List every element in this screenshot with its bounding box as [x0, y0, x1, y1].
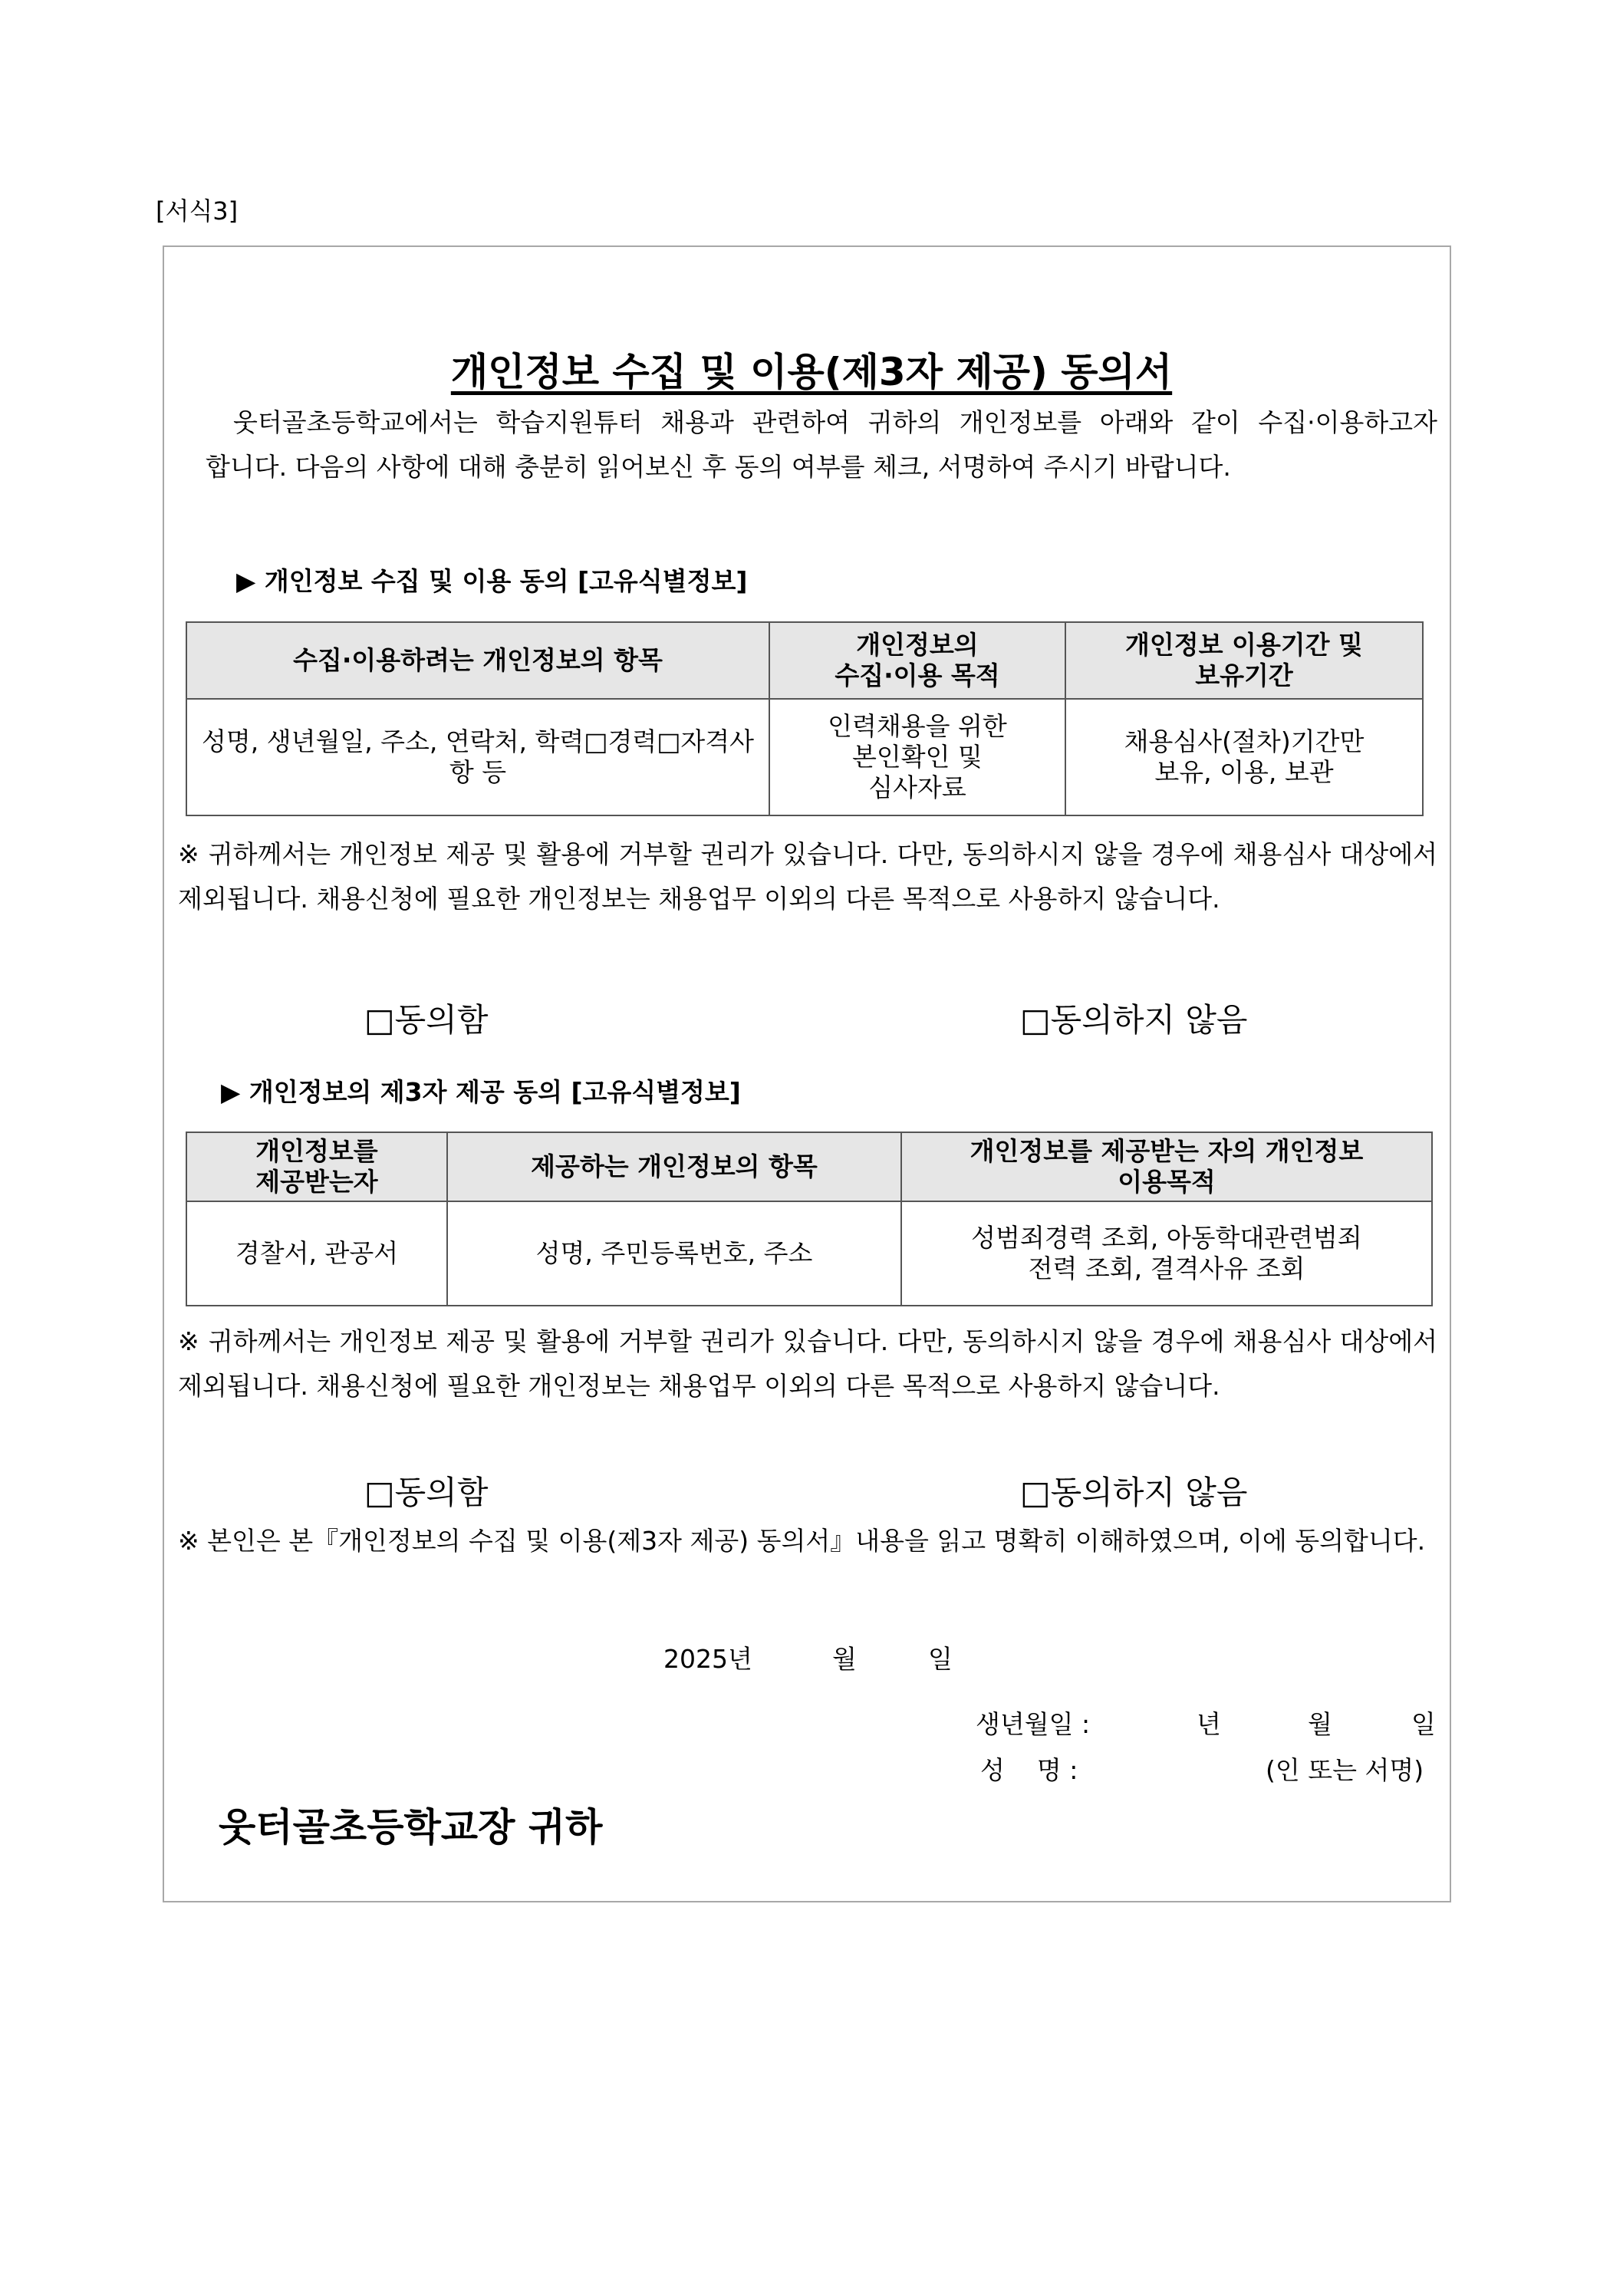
collection-cell-period: 채용심사(절차)기간만 보유, 이용, 보관 [1065, 699, 1423, 815]
section2-agree-checkbox[interactable]: □동의함 [364, 1474, 489, 1511]
recipient: 웃터골초등학교장 귀하 [219, 1805, 603, 1850]
birth-month-unit: 월 [1308, 1709, 1332, 1739]
collection-header-items: 수집·이용하려는 개인정보의 항목 [186, 622, 769, 699]
section2-disagree-checkbox[interactable]: □동의하지 않음 [1020, 1474, 1248, 1511]
third-party-header-purpose: 개인정보를 제공받는 자의 개인정보 이용목적 [901, 1132, 1432, 1201]
section1-disagree-checkbox[interactable]: □동의하지 않음 [1020, 1001, 1248, 1039]
third-party-header-recipient: 개인정보를 제공받는자 [186, 1132, 447, 1201]
birth-year-unit: 년 [1197, 1709, 1221, 1739]
collection-table [186, 621, 1424, 816]
third-party-header-items: 제공하는 개인정보의 항목 [447, 1132, 901, 1201]
section1-heading: ▶ 개인정보 수집 및 이용 동의 [고유식별정보] [236, 566, 748, 596]
name-label: 성 명 : [980, 1755, 1078, 1785]
collection-cell-items: 성명, 생년월일, 주소, 연락처, 학력□경력□자격사항 등 [186, 699, 769, 815]
date-day: 일 [928, 1644, 953, 1674]
collection-header-purpose: 개인정보의 수집·이용 목적 [769, 622, 1065, 699]
birth-date-label: 생년월일 : [976, 1709, 1091, 1739]
collection-cell-purpose: 인력채용을 위한 본인확인 및 심사자료 [769, 699, 1065, 815]
intro-paragraph: 웃터골초등학교에서는 학습지원튜터 채용과 관련하여 귀하의 개인정보를 아래와 같이 수집·이용하고자 합니다. 다음의 사항에 대해 충분히 읽어보신 후 동의 여부를 체크, 서명하여 주시기 바랍니다. [206, 407, 1437, 482]
third-party-cell-purpose: 성범죄경력 조회, 아동학대관련범죄 전력 조회, 결격사유 조회 [901, 1201, 1432, 1306]
final-statement: ※ 본인은 본『개인정보의 수집 및 이용(제3자 제공) 동의서』내용을 읽고 명확히 이해하였으며, 이에 동의합니다. [178, 1526, 1426, 1556]
collection-header-period: 개인정보 이용기간 및 보유기간 [1065, 622, 1423, 699]
date-month: 월 [832, 1644, 857, 1674]
section2-heading: ▶ 개인정보의 제3자 제공 동의 [고유식별정보] [221, 1077, 741, 1107]
third-party-cell-recipient: 경찰서, 관공서 [186, 1201, 447, 1306]
sign-hint: (인 또는 서명) [1266, 1755, 1424, 1785]
section1-agree-checkbox[interactable]: □동의함 [364, 1001, 489, 1039]
third-party-cell-items: 성명, 주민등록번호, 주소 [447, 1201, 901, 1306]
form-number: [서식3] [156, 196, 239, 226]
section1-notice: ※ 귀하께서는 개인정보 제공 및 활용에 거부할 권리가 있습니다. 다만, 동의하시지 않을 경우에 채용심사 대상에서 제외됩니다. 채용신청에 필요한 개인정보는 채용업무 이외의 다른 목적으로 사용하지 않습니다. [178, 839, 1437, 914]
section2-notice: ※ 귀하께서는 개인정보 제공 및 활용에 거부할 권리가 있습니다. 다만, 동의하시지 않을 경우에 채용심사 대상에서 제외됩니다. 채용신청에 필요한 개인정보는 채용업무 이외의 다른 목적으로 사용하지 않습니다. [178, 1326, 1437, 1401]
third-party-table [186, 1132, 1433, 1306]
date-year: 2025년 [663, 1644, 752, 1674]
document-title: 개인정보 수집 및 이용(제3자 제공) 동의서 [450, 350, 1173, 394]
birth-day-unit: 일 [1411, 1709, 1436, 1739]
